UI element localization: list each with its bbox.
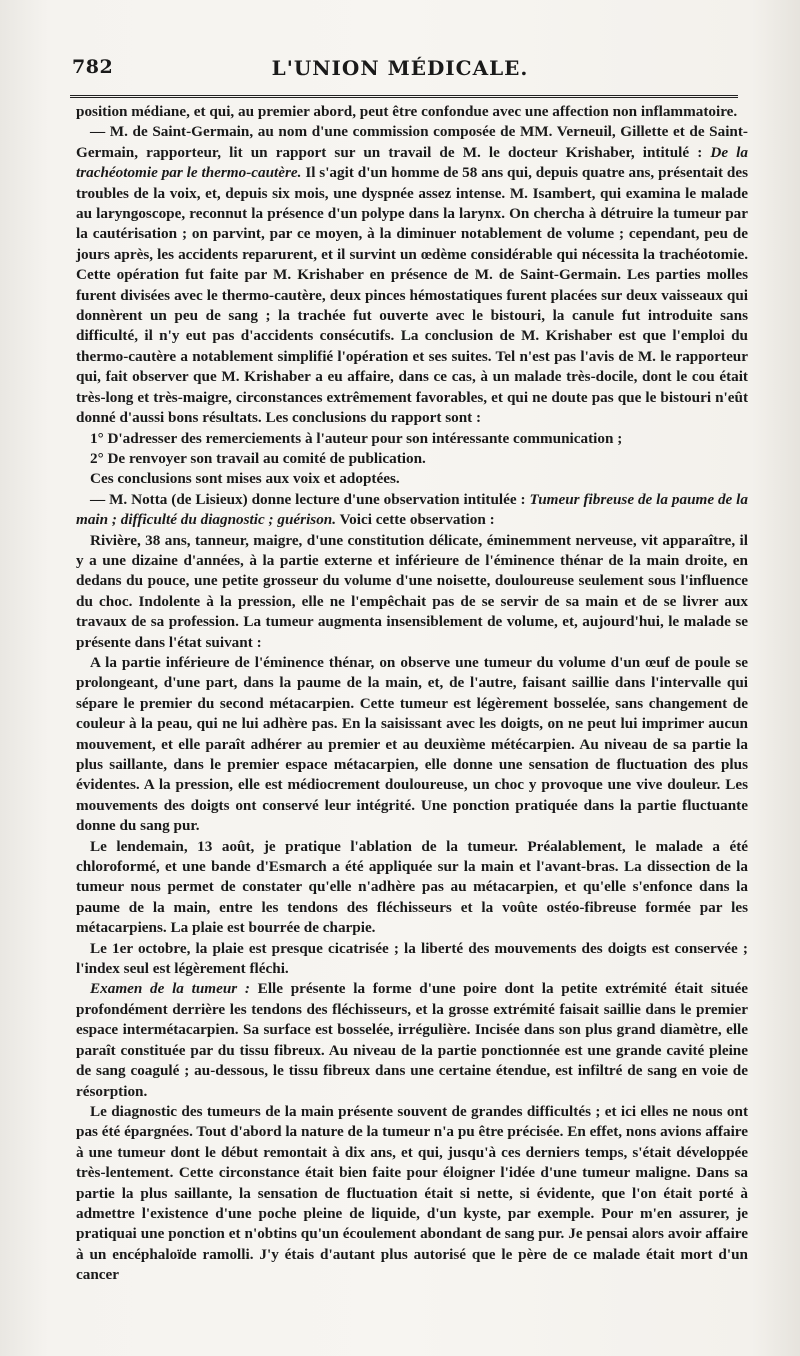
paragraph: Le diagnostic des tumeurs de la main présente souvent de grandes difficultés ; et ici elles ne nous ont pas été épargnées. Tout d'abord la nature de la tumeur n'a pu être précisée. En effet, nons avions affaire à une tumeur dont le début remontait à dix ans, et qui, jusqu'à ces derniers temps, s'était développée très-lentement. Cette circonstance était bien faite pour éloigner l'idée d'une tumeur maligne. Dans sa partie la plus saillante, la sensation de fluctuation était si nette, si évidente, que l'on était porté à admettre l'existence d'une poche pleine de liquide, d'un kyste, par exemple. Pour m'en assurer, je pratiquai une ponction et n'obtins qu'un écoulement abondant de sang pur. Je pensai alors avoir affaire à un encéphaloïde ramolli. J'y étais d'autant plus autorisé que le père de ce malade était mort d'un cancer (76, 1102, 748, 1284)
paragraph: Ces conclusions sont mises aux voix et adoptées. (90, 470, 400, 488)
paragraph: Le 1er octobre, la plaie est presque cicatrisée ; la liberté des mouvements des doigts est conservée ; l'index seul est légèrement fléchi. (76, 939, 748, 978)
header-rule (70, 95, 738, 98)
running-title: L'UNION MÉDICALE. (271, 56, 529, 80)
italic-text: Examen de la tumeur : (90, 980, 250, 998)
paragraph-text: Elle présente la forme d'une poire dont la petite extrémité était située profondément derrière les tendons des fléchisseurs, et la grosse extrémité faisait saillie dans le premier espace intermétacarpien. Sa surface est bosselée, irrégulière. Incisée dans son plus grand diamètre, elle paraît constituée par du tissu fibreux. Au niveau de la partie ponctionnée est une grande cavité pleine de sang coagulé ; au-dessous, le tissu fibreux dans une certaine étendue, est infiltré de sang en voie de résorption. (76, 980, 748, 1100)
paragraph: 2° De renvoyer son travail au comité de publication. (90, 449, 426, 467)
article-body (76, 102, 748, 1286)
paragraph: position médiane, et qui, au premier abord, peut être confondue avec une affection non inflammatoire. (76, 103, 738, 120)
paragraph-text: Il s'agit d'un homme de 58 ans qui, depuis quatre ans, présentait des troubles de la voix, et, depuis six mois, une dyspnée assez intense. M. Isambert, qui examina le malade au laryngoscope, reconnut la présence d'un polype dans la larynx. On chercha à détruire la tumeur par la cautérisation ; on parvint, par ce moyen, à la diminuer notablement de volume ; cependant, peu de jours après, les accidents reparurent, et il survint un œdème considérable qui nécessita la trachéotomie. Cette opération fut faite par M. Krishaber en présence de M. de Saint-Germain. Les parties molles furent divisées avec le thermo-cautère, deux pinces hémostatiques furent placées sur deux vaisseaux qui donnèrent un peu de sang ; la trachée fut ouverte avec le bistouri, la canule fut introduite sans difficulté, il n'y eut pas d'accidents consécutifs. La conclusion de M. Krishaber est que l'emploi du thermo-cautère a notablement simplifié l'opération et ses suites. Tel n'est pas l'avis de M. le rapporteur qui, fait observer que M. Krishaber a eu affaire, dans ce cas, à un malade très-docile, dont le cou était très-long et très-maigre, circonstances extrêmement favorables, et qui ne doute pas que le bistouri n'eût donné d'aussi bons résultats. Les conclusions du rapport sont : (76, 164, 748, 427)
paragraph (76, 490, 748, 531)
paragraph: Le lendemain, 13 août, je pratique l'ablation de la tumeur. Préalablement, le malade a été chloroformé, et une bande d'Esmarch a été appliquée sur la main et l'avant-bras. La dissection de la tumeur nous permet de constater qu'elle n'adhère pas au métacarpien, et qu'elle s'enfonce dans la paume de la main, entre les tendons des fléchisseurs et la voûte ostéo-fibreuse formée par les métacarpiens. La plaie est bourrée de charpie. (76, 837, 748, 937)
paragraph: Rivière, 38 ans, tanneur, maigre, d'une constitution délicate, éminemment nerveuse, vit apparaître, il y a une dizaine d'années, à la partie externe et inférieure de l'éminence thénar de la main droite, en dedans du pouce, une petite grosseur du volume d'une noisette, douloureuse seulement sous l'influence du choc. Indolente à la pression, elle ne l'empêchait pas de se servir de sa main et de se livrer aux travaux de sa profession. La tumeur augmenta insensiblement de volume, et, aujourd'hui, le malade se présente dans l'état suivant : (76, 531, 748, 651)
page-number: 782 (72, 56, 114, 78)
paragraph-text: — M. Notta (de Lisieux) donne lecture d'une observation intitulée : (90, 490, 530, 508)
paragraph: A la partie inférieure de l'éminence thénar, on observe une tumeur du volume d'un œuf de poule se prolongeant, d'une part, dans la paume de la main, et, de l'autre, faisant saillie dans l'intervalle qui sépare le premier du second métacarpien. Cette tumeur est légèrement bosselée, sans changement de couleur à la peau, qui ne lui adhère pas. En la saisissant avec les doigts, on ne peut lui imprimer aucun mouvement, et elle paraît adhérer au premier et au deuxième métécarpien. Au niveau de sa partie la plus saillante, dans le premier espace métacarpien, elle donne une sensation de fluctuation des plus évidentes. A la pression, elle est médiocrement douloureuse, un choc y provoque une vive douleur. Les mouvements des doigts ont conservé leur intégrité. Une ponction pratiquée dans la partie fluctuante donne du sang pur. (76, 653, 748, 835)
paragraph (76, 122, 748, 428)
italic-text: Tumeur fibreuse de la paume de la main ; difficulté du diagnostic ; guérison. (76, 490, 748, 529)
page-header (60, 50, 740, 84)
paragraph-text: — M. de Saint-Germain, au nom d'une commission composée de MM. Verneuil, Gillette et de Saint-Germain, rapporteur, lit un rapport sur un travail de M. le docteur Krishaber, intitulé : (76, 123, 748, 161)
paragraph: 1° D'adresser des remerciements à l'auteur pour son intéressante communication ; (90, 429, 623, 447)
paragraph-text: Voici cette observation : (336, 511, 495, 529)
italic-text: De la trachéotomie par le thermo-cautère. (76, 143, 748, 182)
paragraph (76, 979, 748, 1101)
